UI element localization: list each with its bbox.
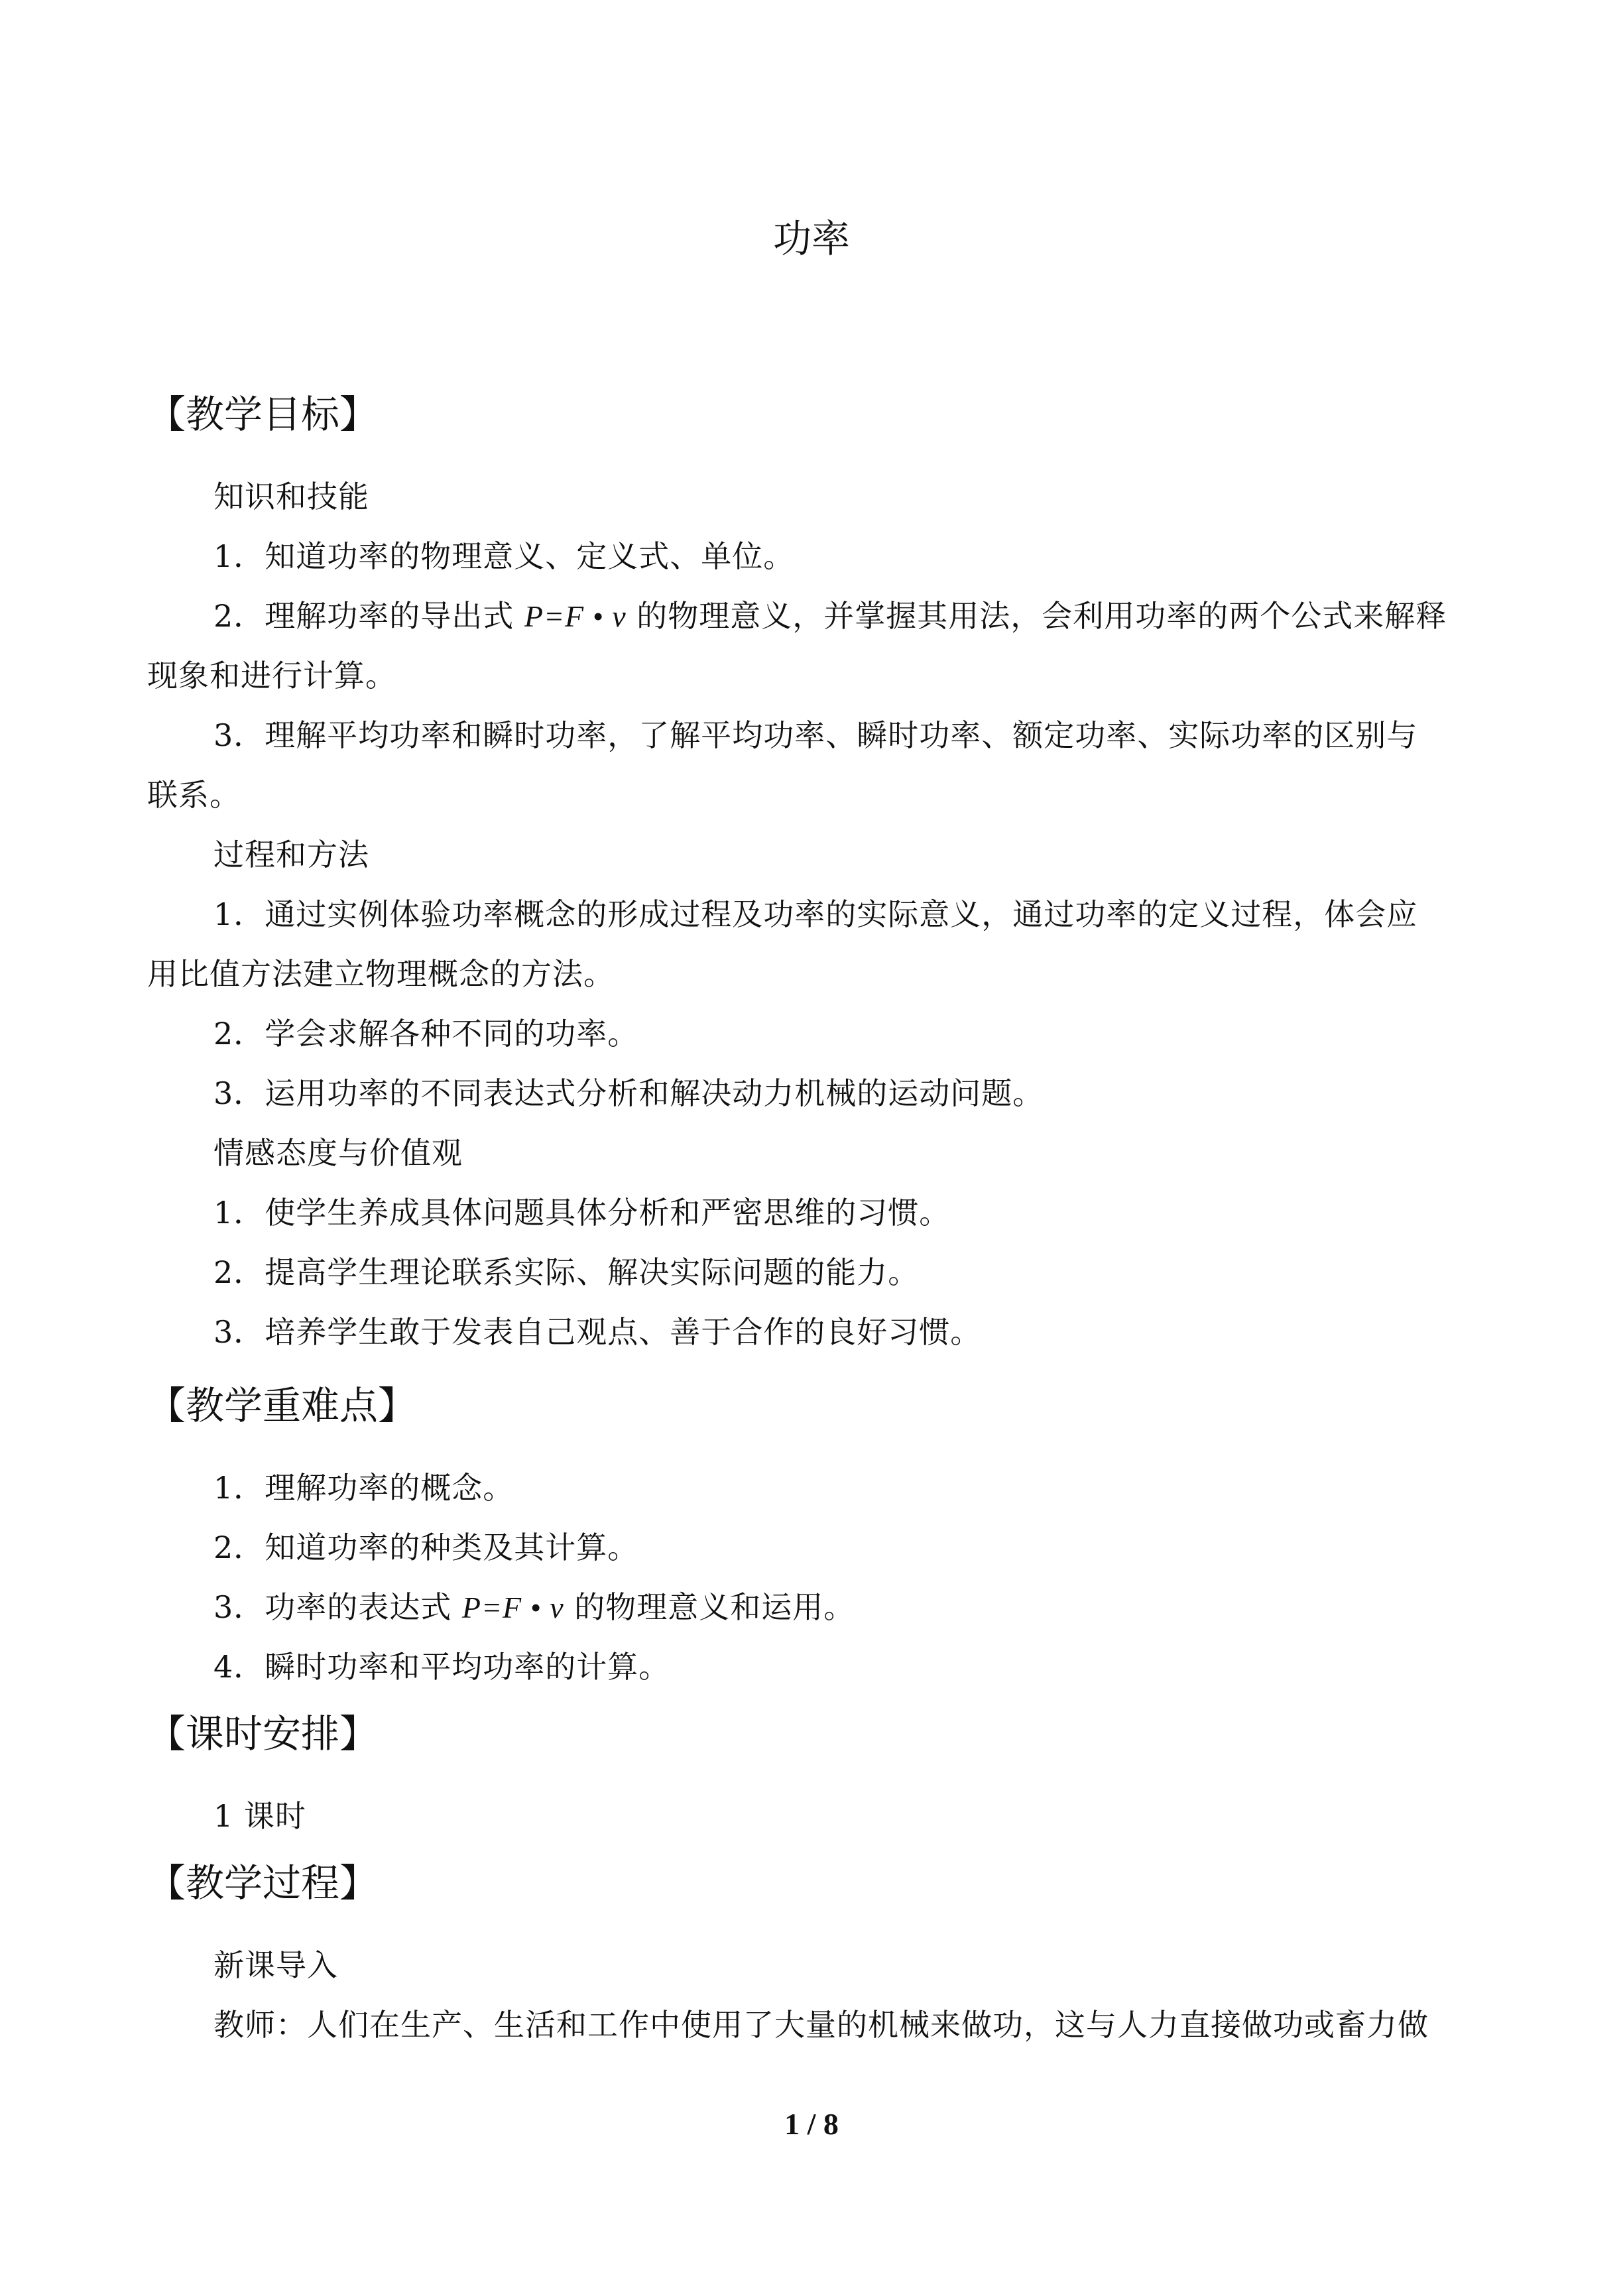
objective-item: 2．提高学生理论联系实际、解决实际问题的能力。 [213, 1254, 920, 1290]
heading-key-difficulties: 【教学重难点】 [147, 1383, 417, 1428]
objective-item: 2．学会求解各种不同的功率。 [213, 1016, 639, 1052]
teacher-paragraph: 教师：人们在生产、生活和工作中使用了大量的机械来做功，这与人力直接做功或畜力做 [213, 2007, 1429, 2043]
formula-power: P=F • v [524, 599, 627, 633]
subheading-knowledge-skills: 知识和技能 [213, 479, 369, 514]
heading-teaching-process: 【教学过程】 [147, 1860, 379, 1905]
subheading-emotion-values: 情感态度与价值观 [213, 1135, 463, 1171]
heading-class-schedule: 【课时安排】 [147, 1711, 379, 1756]
objective-item: 3．理解平均功率和瞬时功率，了解平均功率、瞬时功率、额定功率、实际功率的区别与 [213, 717, 1418, 753]
key-point-item: 2．知道功率的种类及其计算。 [213, 1530, 639, 1565]
subheading-new-lesson-intro: 新课导入 [213, 1947, 338, 1983]
objective-item: 2．理解功率的导出式 P=F • v 的物理意义，并掌握其用法，会利用功率的两个公式来解释 [213, 598, 1447, 634]
objective-item-continuation: 联系。 [147, 777, 241, 813]
page-number: 1 / 8 [784, 2107, 839, 2141]
formula-power: P=F • v [461, 1591, 564, 1624]
objective-item: 3．培养学生敢于发表自己观点、善于合作的良好习惯。 [213, 1314, 982, 1350]
key-point-item: 3．功率的表达式 P=F • v 的物理意义和运用。 [213, 1589, 855, 1625]
schedule-text: 1 课时 [213, 1798, 306, 1834]
objective-item: 1．使学生养成具体问题具体分析和严密思维的习惯。 [213, 1195, 951, 1231]
objective-item-continuation: 用比值方法建立物理概念的方法。 [147, 956, 615, 992]
objective-item-continuation: 现象和进行计算。 [147, 658, 396, 694]
key-point-item: 1．理解功率的概念。 [213, 1470, 514, 1506]
subheading-process-methods: 过程和方法 [213, 837, 369, 873]
objective-item: 1．通过实例体验功率概念的形成过程及功率的实际意义，通过功率的定义过程，体会应 [213, 896, 1418, 932]
key-point-item: 4．瞬时功率和平均功率的计算。 [213, 1649, 670, 1685]
heading-teaching-objectives: 【教学目标】 [147, 392, 379, 437]
objective-item: 1．知道功率的物理意义、定义式、单位。 [213, 538, 795, 574]
objective-item: 3．运用功率的不同表达式分析和解决动力机械的运动问题。 [213, 1075, 1044, 1111]
document-title: 功率 [772, 216, 850, 261]
